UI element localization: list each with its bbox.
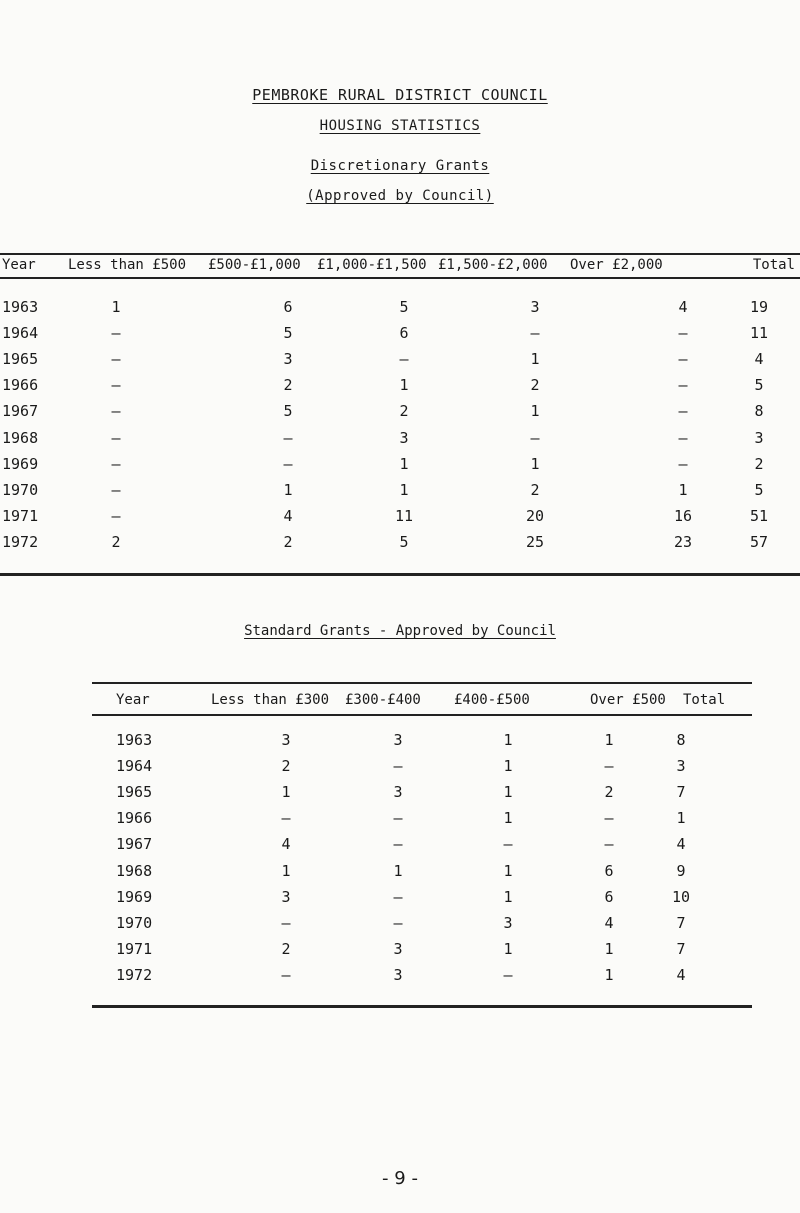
value-cell: 10 xyxy=(671,887,691,906)
value-cell: 20 xyxy=(525,506,545,525)
value-cell: – xyxy=(604,835,614,854)
value-cell: 4 xyxy=(754,350,764,369)
value-cell: 2 xyxy=(281,939,291,958)
year-cell: 1964 xyxy=(116,757,153,776)
value-cell: 1 xyxy=(530,454,540,473)
value-cell: 1 xyxy=(283,480,293,499)
value-cell: 1 xyxy=(503,809,513,828)
column-header: £300-£400 xyxy=(345,692,421,708)
value-cell: 1 xyxy=(604,939,614,958)
year-cell: 1970 xyxy=(2,480,39,499)
value-cell: 3 xyxy=(393,731,403,749)
section-title-standard: Standard Grants - Approved by Council xyxy=(244,623,556,639)
value-cell: 51 xyxy=(749,506,769,525)
value-cell: 19 xyxy=(749,298,769,316)
value-cell: – xyxy=(111,454,121,473)
year-cell: 1965 xyxy=(2,350,39,369)
value-cell: 1 xyxy=(399,376,409,395)
section-note-approved: (Approved by Council) xyxy=(306,188,494,204)
year-cell: 1968 xyxy=(116,861,153,880)
value-cell: 2 xyxy=(530,376,540,395)
value-cell: – xyxy=(111,376,121,395)
value-cell: 3 xyxy=(393,783,403,802)
value-cell: 3 xyxy=(393,939,403,958)
value-cell: – xyxy=(678,454,688,473)
value-cell: 3 xyxy=(754,428,764,447)
value-cell: 23 xyxy=(673,532,693,551)
value-cell: – xyxy=(283,454,293,473)
column-header: Less than £300 xyxy=(211,692,330,708)
value-cell: 5 xyxy=(399,532,409,551)
table-rule xyxy=(0,253,800,255)
column-header: £400-£500 xyxy=(454,692,530,708)
value-cell: 11 xyxy=(394,506,414,525)
value-cell: 6 xyxy=(604,861,614,880)
value-cell: – xyxy=(678,376,688,395)
value-cell: 11 xyxy=(749,324,769,343)
value-cell: – xyxy=(604,757,614,776)
year-cell: 1971 xyxy=(2,506,39,525)
year-cell: 1966 xyxy=(2,376,39,395)
table-rule xyxy=(0,277,800,279)
column-header: Total xyxy=(683,692,726,708)
column-header: £500-£1,000 xyxy=(208,257,301,273)
column-header: £1,500-£2,000 xyxy=(438,257,548,273)
value-cell: – xyxy=(393,809,403,828)
value-cell: – xyxy=(111,506,121,525)
value-cell: 1 xyxy=(530,402,540,421)
value-cell: – xyxy=(393,757,403,776)
value-cell: – xyxy=(393,887,403,906)
year-cell: 1969 xyxy=(116,887,153,906)
value-cell: – xyxy=(281,809,291,828)
value-cell: 1 xyxy=(281,783,291,802)
value-cell: 2 xyxy=(399,402,409,421)
value-cell: 8 xyxy=(676,731,686,749)
value-cell: 1 xyxy=(678,480,688,499)
value-cell: 4 xyxy=(676,835,686,854)
value-cell: 6 xyxy=(399,324,409,343)
value-cell: 3 xyxy=(281,731,291,749)
value-cell: 3 xyxy=(393,965,403,984)
value-cell: 5 xyxy=(754,376,764,395)
year-cell: 1967 xyxy=(116,835,153,854)
year-cell: 1972 xyxy=(2,532,39,551)
year-cell: 1970 xyxy=(116,913,153,932)
year-cell: 1963 xyxy=(116,731,153,749)
column-header: Year xyxy=(116,692,150,708)
year-cell: 1969 xyxy=(2,454,39,473)
value-cell: – xyxy=(111,350,121,369)
value-cell: 1 xyxy=(503,731,513,749)
page-subtitle: HOUSING STATISTICS xyxy=(319,118,481,134)
value-cell: 25 xyxy=(525,532,545,551)
year-cell: 1971 xyxy=(116,939,153,958)
value-cell: 3 xyxy=(399,428,409,447)
value-cell: – xyxy=(393,835,403,854)
value-cell: 1 xyxy=(604,731,614,749)
year-cell: 1965 xyxy=(116,783,153,802)
column-header: Year xyxy=(2,257,36,273)
value-cell: 3 xyxy=(676,757,686,776)
table-rule xyxy=(92,682,752,684)
value-cell: 4 xyxy=(676,965,686,984)
value-cell: – xyxy=(530,428,540,447)
value-cell: – xyxy=(678,428,688,447)
value-cell: 4 xyxy=(604,913,614,932)
value-cell: – xyxy=(503,835,513,854)
value-cell: 1 xyxy=(503,887,513,906)
value-cell: 16 xyxy=(673,506,693,525)
year-cell: 1964 xyxy=(2,324,39,343)
value-cell: – xyxy=(111,480,121,499)
value-cell: 1 xyxy=(393,861,403,880)
column-header: Over £2,000 xyxy=(570,257,663,273)
year-cell: 1963 xyxy=(2,298,39,316)
value-cell: 1 xyxy=(604,965,614,984)
value-cell: 7 xyxy=(676,913,686,932)
table-rule xyxy=(92,714,752,716)
value-cell: 2 xyxy=(604,783,614,802)
value-cell: 1 xyxy=(676,809,686,828)
value-cell: 9 xyxy=(676,861,686,880)
value-cell: – xyxy=(678,350,688,369)
value-cell: 1 xyxy=(503,757,513,776)
year-cell: 1972 xyxy=(116,965,153,984)
value-cell: 6 xyxy=(604,887,614,906)
value-cell: 5 xyxy=(399,298,409,316)
value-cell: – xyxy=(399,350,409,369)
value-cell: – xyxy=(604,809,614,828)
value-cell: – xyxy=(530,324,540,343)
value-cell: – xyxy=(678,324,688,343)
value-cell: 5 xyxy=(283,402,293,421)
page-number: - 9 - xyxy=(382,1168,418,1189)
value-cell: 2 xyxy=(283,532,293,551)
value-cell: 3 xyxy=(503,913,513,932)
year-cell: 1966 xyxy=(116,809,153,828)
value-cell: – xyxy=(503,965,513,984)
year-cell: 1968 xyxy=(2,428,39,447)
value-cell: 1 xyxy=(281,861,291,880)
column-header: £1,000-£1,500 xyxy=(317,257,427,273)
value-cell: 2 xyxy=(281,757,291,776)
column-header: Less than £500 xyxy=(68,257,187,273)
value-cell: 1 xyxy=(503,861,513,880)
value-cell: 5 xyxy=(754,480,764,499)
value-cell: 3 xyxy=(283,350,293,369)
value-cell: 6 xyxy=(283,298,293,316)
value-cell: 1 xyxy=(111,298,121,316)
value-cell: 5 xyxy=(283,324,293,343)
section-title-discretionary: Discretionary Grants xyxy=(310,158,490,174)
value-cell: 57 xyxy=(749,532,769,551)
value-cell: 1 xyxy=(399,480,409,499)
value-cell: – xyxy=(678,402,688,421)
value-cell: 2 xyxy=(283,376,293,395)
value-cell: – xyxy=(283,428,293,447)
column-header: Over £500 xyxy=(590,692,666,708)
value-cell: – xyxy=(393,913,403,932)
value-cell: 7 xyxy=(676,783,686,802)
value-cell: 3 xyxy=(530,298,540,316)
value-cell: – xyxy=(281,965,291,984)
value-cell: 4 xyxy=(678,298,688,316)
value-cell: – xyxy=(111,402,121,421)
value-cell: 1 xyxy=(503,783,513,802)
table-rule xyxy=(0,573,800,576)
year-cell: 1967 xyxy=(2,402,39,421)
value-cell: 7 xyxy=(676,939,686,958)
council-title: PEMBROKE RURAL DISTRICT COUNCIL xyxy=(252,86,548,104)
column-header: Total xyxy=(752,257,795,273)
value-cell: 1 xyxy=(530,350,540,369)
value-cell: 8 xyxy=(754,402,764,421)
value-cell: 3 xyxy=(281,887,291,906)
value-cell: – xyxy=(281,913,291,932)
value-cell: 2 xyxy=(754,454,764,473)
value-cell: 4 xyxy=(281,835,291,854)
value-cell: 1 xyxy=(399,454,409,473)
value-cell: 2 xyxy=(530,480,540,499)
value-cell: 4 xyxy=(283,506,293,525)
value-cell: – xyxy=(111,324,121,343)
table-rule xyxy=(92,1005,752,1008)
value-cell: 2 xyxy=(111,532,121,551)
value-cell: – xyxy=(111,428,121,447)
value-cell: 1 xyxy=(503,939,513,958)
